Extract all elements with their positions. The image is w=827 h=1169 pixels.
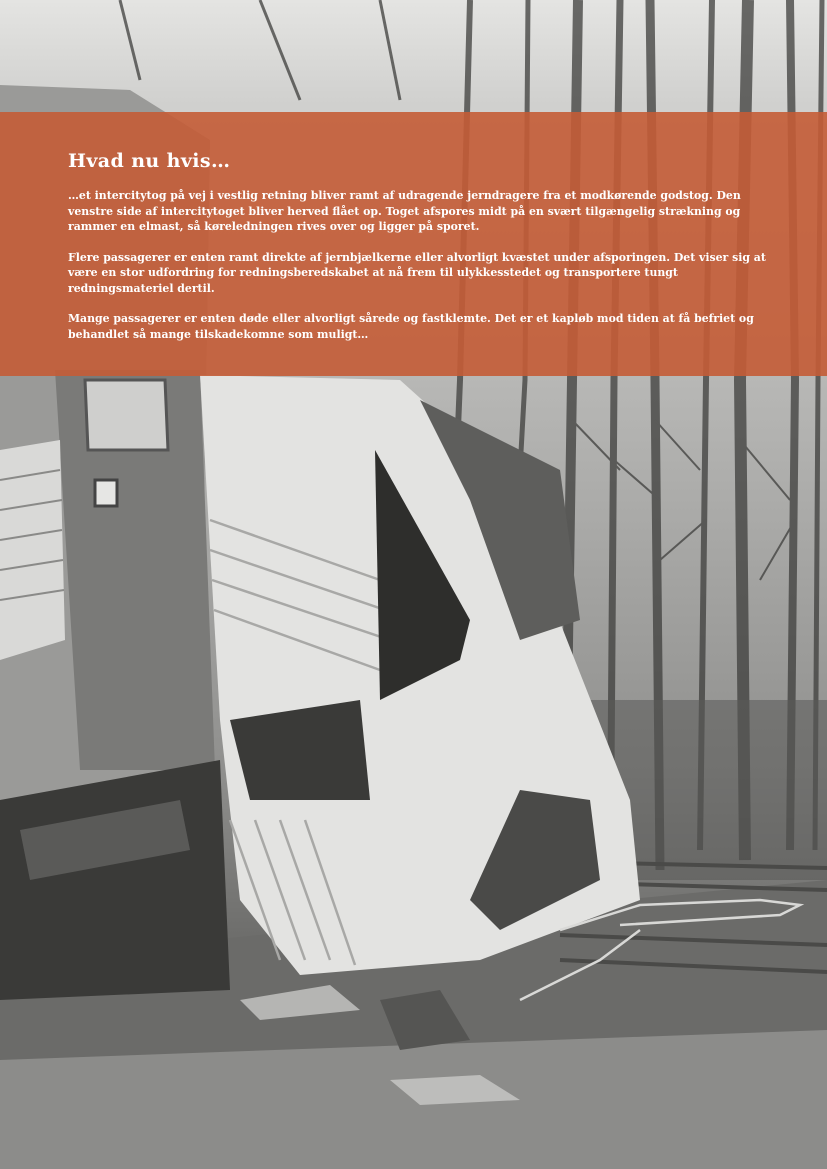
- paragraph-2: Flere passagerer er enten ramt direkte af jernbjælkerne eller alvorligt kvæstet under afsporingen. Det viser sig at være en stor udfordring for redningsberedskabet at nå frem til ulykkesstedet og transportere tungt redningsmateriel dertil.: [68, 250, 766, 295]
- intro-text-block: [68, 150, 783, 357]
- paragraph-3: Mange passagerer er enten døde eller alvorligt sårede og fastklemte. Det er et kapløb mod tiden at få befriet og behandlet så mange tilskadekomne som muligt…: [68, 312, 754, 341]
- paragraph-1: …et intercitytog på vej i vestlig retning bliver ramt af udragende jerndragere fra et modkørende godstog. Den venstre side af intercitytoget bliver herved flået op. Toget afspores midt på en svært tilgængelig strækning og rammer en elmast, så køreledningen rives over og ligger på sporet.: [68, 189, 741, 233]
- page-heading: Hvad nu hvis…: [68, 150, 231, 172]
